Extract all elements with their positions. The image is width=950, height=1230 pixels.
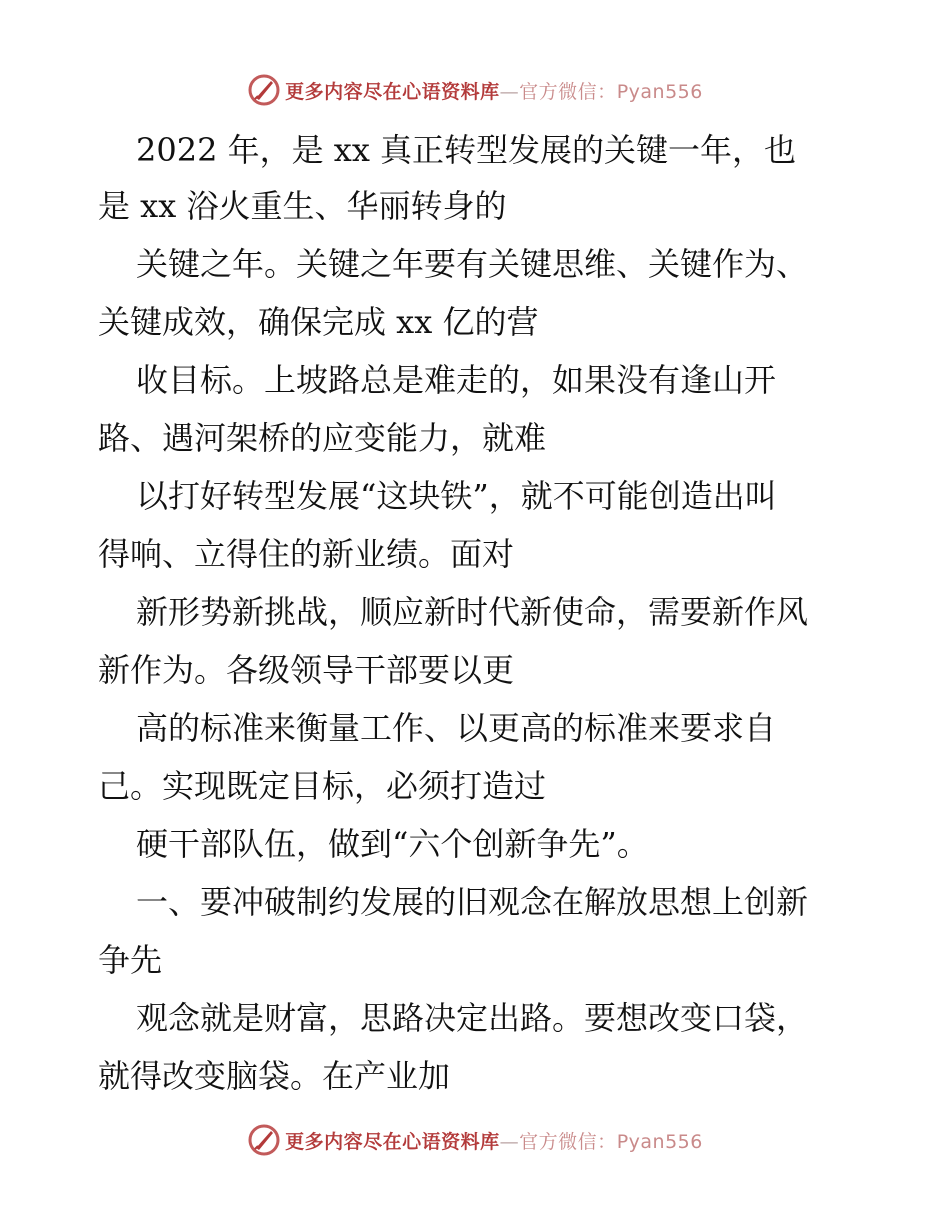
header-watermark-text bbox=[285, 77, 703, 104]
footer-watermark-dash: — bbox=[499, 1130, 520, 1153]
body-line: 关键之年。关键之年要有关键思维、关键作为、 bbox=[136, 245, 809, 283]
body-line: 就得改变脑袋。在产业加 bbox=[98, 1057, 451, 1095]
body-line: 新作为。各级领导干部要以更 bbox=[98, 651, 515, 689]
section-heading-line: 一、要冲破制约发展的旧观念在解放思想上创新 bbox=[136, 883, 809, 921]
body-line: 2022 年，是 xx 真正转型发展的关键一年，也 bbox=[136, 131, 797, 169]
body-line: 收目标。上坡路总是难走的，如果没有逢山开 bbox=[136, 361, 777, 399]
body-line: 关键成效，确保完成 xx 亿的营 bbox=[98, 303, 539, 341]
section-heading-line: 争先 bbox=[98, 941, 163, 979]
body-line: 以打好转型发展“这块铁”，就不可能创造出叫 bbox=[136, 477, 777, 515]
footer-watermark-main: 更多内容尽在心语资料库 bbox=[285, 1130, 500, 1153]
footer-watermark-suffix: 官方微信： bbox=[519, 1130, 617, 1153]
body-line: 己。实现既定目标，必须打造过 bbox=[98, 767, 547, 805]
body-line: 得响、立得住的新业绩。面对 bbox=[98, 535, 515, 573]
header-watermark-main: 更多内容尽在心语资料库 bbox=[285, 80, 500, 103]
body-line: 观念就是财富，思路决定出路。要想改变口袋， bbox=[136, 999, 809, 1037]
header-watermark-account: Pyan556 bbox=[616, 80, 703, 103]
body-line: 高的标准来衡量工作、以更高的标准来要求自 bbox=[136, 709, 777, 747]
body-line: 硬干部队伍，做到“六个创新争先”。 bbox=[136, 825, 649, 863]
footer-watermark-text bbox=[285, 1127, 703, 1154]
header-watermark-dash: — bbox=[499, 80, 520, 103]
body-line: 新形势新挑战，顺应新时代新使命，需要新作风 bbox=[136, 593, 809, 631]
quill-logo-icon bbox=[247, 73, 281, 107]
header-watermark-suffix: 官方微信： bbox=[519, 80, 617, 103]
body-line: 路、遇河架桥的应变能力，就难 bbox=[98, 419, 547, 457]
quill-logo-icon bbox=[247, 1123, 281, 1157]
footer-watermark bbox=[0, 1120, 950, 1160]
footer-watermark-account: Pyan556 bbox=[616, 1130, 703, 1153]
header-watermark bbox=[0, 70, 950, 110]
body-line: 是 xx 浴火重生、华丽转身的 bbox=[98, 187, 507, 225]
